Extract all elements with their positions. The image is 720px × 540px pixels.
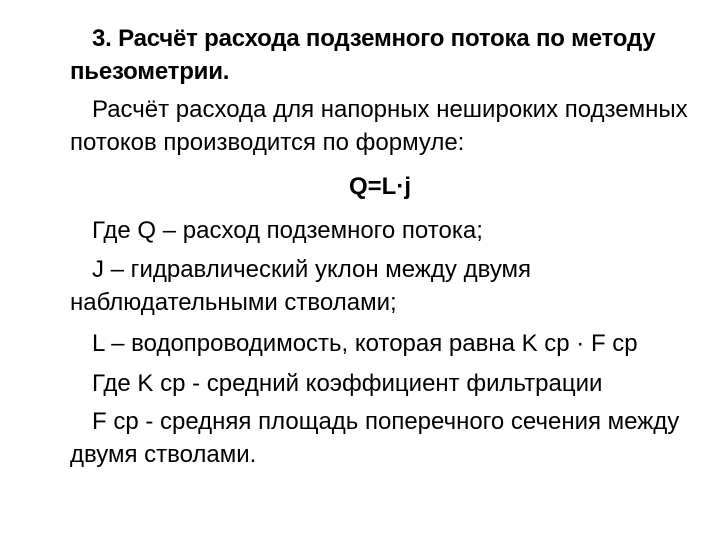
definition-k: Где K ср - средний коэффициент фильтрации bbox=[92, 370, 603, 397]
definition-l: L – водопроводимость, которая равна K ср · F ср bbox=[92, 330, 638, 357]
intro-paragraph: Расчёт расхода для напорных неширокиx подземных потоков производится по формуле: bbox=[70, 96, 688, 156]
slide-title: 3. Расчёт расхода подземного потока по методу пьезометрии. bbox=[70, 25, 656, 85]
definition-j: J – гидравлический уклон между двумя наблюдательными стволами; bbox=[70, 256, 532, 316]
formula: Q=L·j bbox=[348, 173, 411, 200]
definition-q: Где Q – расход подземного потока; bbox=[92, 217, 483, 244]
definition-f: F ср - средняя площадь поперечного сечения между двумя стволами. bbox=[70, 408, 680, 468]
